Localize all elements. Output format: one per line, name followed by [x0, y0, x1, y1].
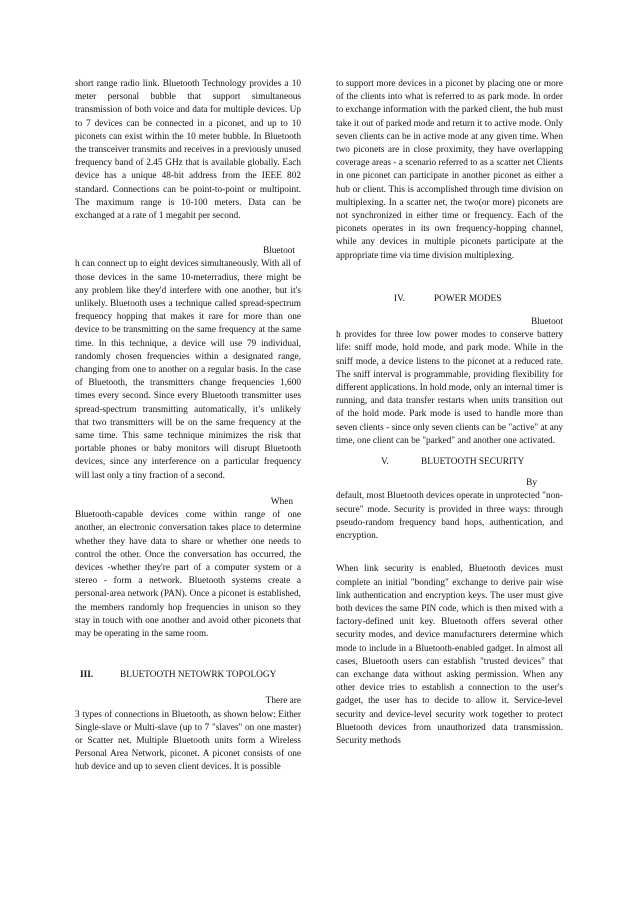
left-paragraph-2-lead: Bluetoot [262, 246, 295, 257]
left-paragraph-2-body: h can connect up to eight devices simultaneously. With all of those devices in the same 10-meterradius, there might be any problem like they'd interfere with one another, but it's unlikely. Bluetooth uses a technique called spread-spectrum frequency hopping that makes it rare for more than one device to be transmitting on the same frequency at the same time. In this technique, a device will use 79 individual, randomly chosen frequencies within a designated range, changing from one to another on a regular basis. In the case of Bluetooth, the transmitters change frequencies 1,600 times every second. Since every Bluetooth transmitter uses spread-spectrum transmitting automatically, it’s unlikely that two transmitters will be on the same frequency at the same time. This same technique minimizes the risk that portable phones or baby monitors will disrupt Bluetooth devices, since any interference on a particular frequency will last only a tiny fraction of a second. [75, 259, 301, 481]
section-heading-v [336, 456, 563, 469]
right-paragraph-2-lead: Bluetoot [530, 317, 563, 328]
section-title: BLUETOOTH NETOWRK TOPOLOGY [120, 670, 277, 681]
right-paragraph-2 [336, 316, 563, 448]
section-number: V. [381, 457, 389, 468]
section-heading-iii [75, 669, 301, 682]
left-paragraph-4 [75, 695, 301, 774]
section-title: BLUETOOTH SECURITY [421, 457, 525, 468]
left-paragraph-3 [75, 496, 301, 641]
left-paragraph-4-lead: There are [265, 696, 301, 707]
left-paragraph-2 [75, 245, 301, 483]
right-paragraph-3 [336, 477, 563, 543]
section-title: POWER MODES [434, 293, 502, 304]
right-paragraph-4: When link security is enabled, Bluetooth devices must complete an initial "bonding" exchange to derive pair wise link authentication and encryption keys. The user must give both devices the same PIN code, which is then mixed with a factory-defined unit key. Bluetooth offers several other security modes, and device manufacturers determine which mode to include in a Bluetooth-enabled gadget. In almost all cases, Bluetooth users can establish "trusted devices" that can exchange data without asking permission. When any other device tries to establish a connection to the user's gadget, the user has to decide to allow it. Service-level security and device-level security work together to protect Bluetooth devices from unauthorized data transmission. Security methods [336, 564, 563, 746]
right-paragraph-2-body: h provides for three low power modes to conserve battery life: sniff mode, hold mode, and park mode. While in the sniff mode, a device listens to the piconet at a reduced rate. The sniff interval is programmable, providing flexibility for different applications. In hold mode, only an internal timer is running, and data transfer restarts when units transition out of the hold mode. Park mode is used to handle more than seven clients - since only seven clients can be "active" at any time, one client can be "parked" and another one activated. [336, 330, 563, 446]
section-number: III. [80, 670, 94, 681]
left-paragraph-1: short range radio link. Bluetooth Technology provides a 10 meter personal bubble that support simultaneous transmission of both voice and data for multiple devices. Up to 7 devices can be connected in a piconet, and up to 10 piconets can exist within the 10 meter bubble. In Bluetooth the transceiver transmits and receives in a previously unused frequency band of 2.45 GHz that is available globally. Each device has a unique 48-bit address from the IEEE 802 standard. Connections can be point-to-point or multipoint. The maximum range is 10-100 meters. Data can be exchanged at a rate of 1 megabit per second. [75, 79, 301, 222]
right-column [336, 78, 563, 748]
left-paragraph-3-lead: When [270, 496, 293, 507]
section-heading-iv [336, 293, 563, 306]
left-column [75, 78, 301, 775]
right-paragraph-3-body: default, most Bluetooth devices operate in unprotected "non-secure" mode. Security is provided in three ways: through pseudo-random frequency band hops, authentication, and encryption. [336, 491, 563, 542]
left-paragraph-4-body: 3 types of connections in Bluetooth, as shown below: Either Single-slave or Multi-slave (up to 7 "slaves" on one master) or Scatter net. Multiple Bluetooth units form a Wireless Personal Area Network, piconet. A piconet consists of one hub device and up to seven client devices. It is possible [75, 709, 301, 773]
left-paragraph-3-body: Bluetooth-capable devices come within range of one another, an electronic conversation takes place to determine whether they have data to share or whether one needs to control the other. Once the conversation has occurred, the devices -whether they're part of a computer system or a stereo - form a network. Bluetooth systems create a personal-area network (PAN). Once a piconet is established, the members randomly hop frequencies in unison so they stay in touch with one another and avoid other piconets that may be operating in the same room. [75, 510, 301, 639]
right-paragraph-1: to support more devices in a piconet by placing one or more of the clients into what is referred to as park mode. In order to exchange information with the parked client, the hub must take it out of parked mode and return it to active mode. Only seven clients can be in active mode at any given time. When two piconets are in close proximity, they have overlapping coverage areas - a scenario referred to as a scatter net Clients in one piconet can participate in another piconet as either a hub or client. This is accomplished through time division on multiplexing. In a scatter net, the two(or more) piconets are not synchronized in either time or frequency. Each of the piconets operates in its own frequency-hopping channel, while any devices in multiple piconets participate at the appropriate time via time division multiplexing. [336, 79, 563, 261]
section-number: IV. [394, 293, 405, 304]
right-paragraph-3-lead: By [526, 478, 537, 489]
